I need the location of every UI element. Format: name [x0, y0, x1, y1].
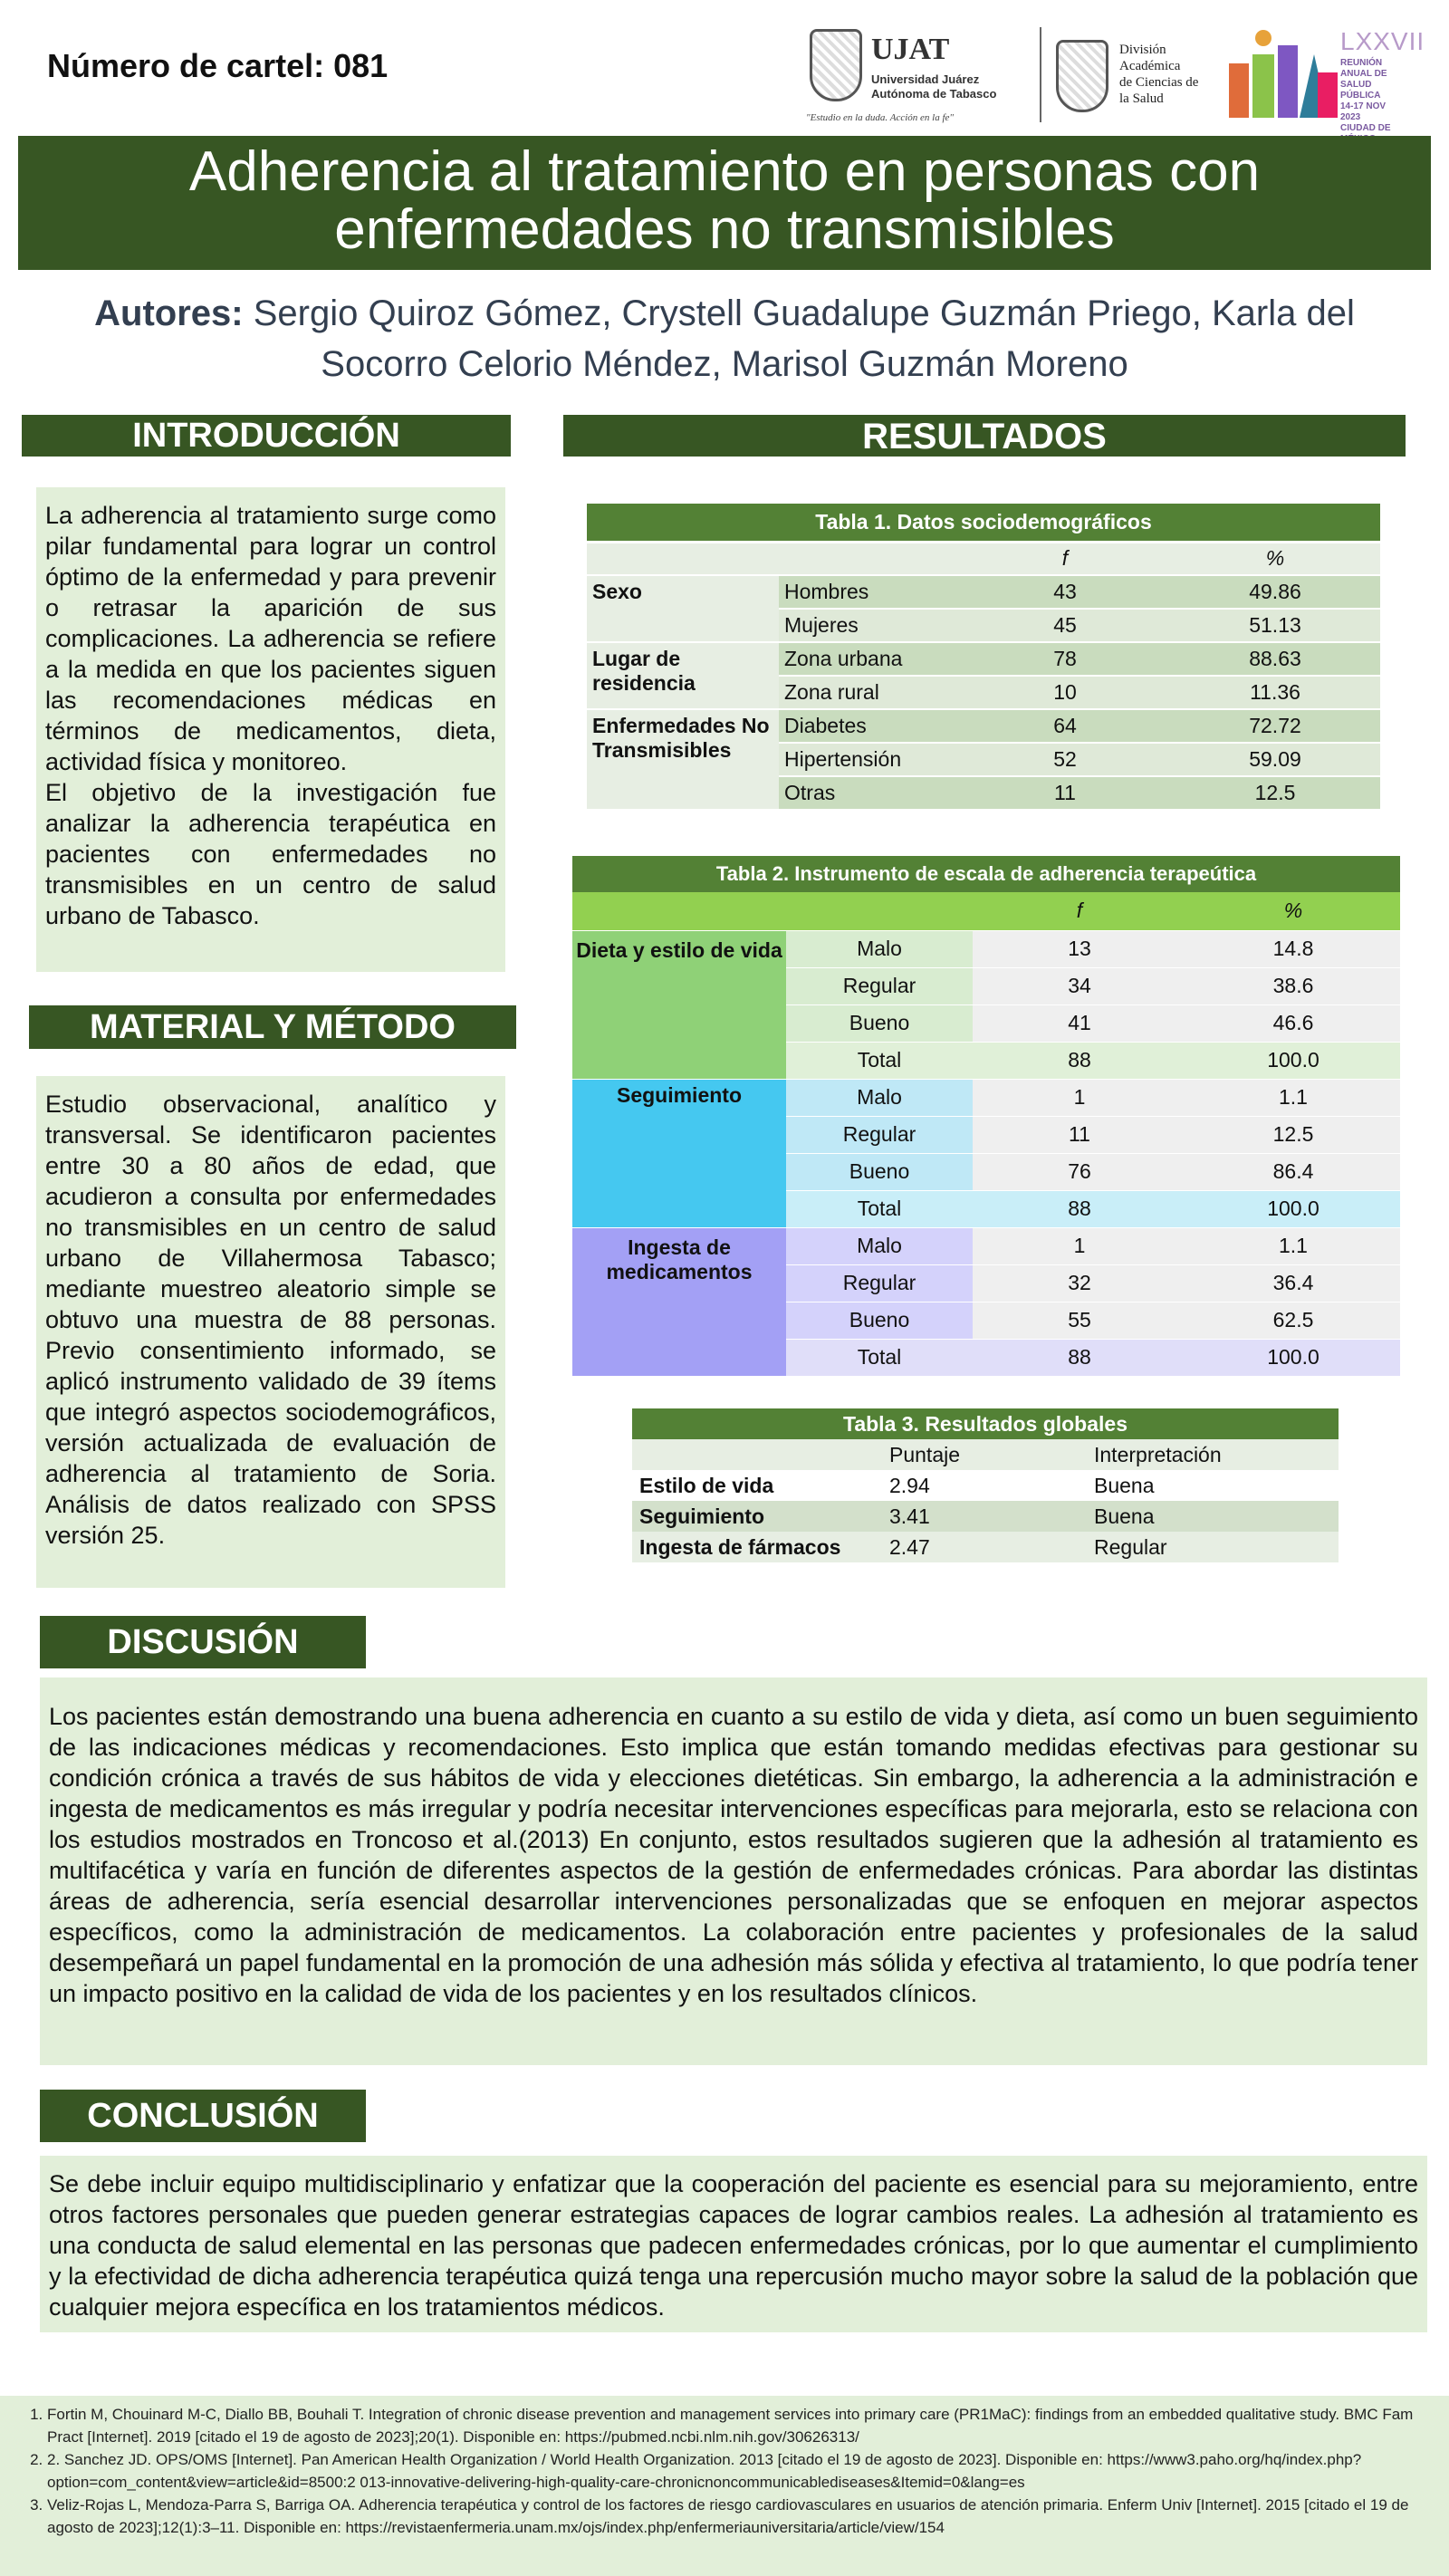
table-1-header-blank — [587, 542, 960, 575]
row-f: 34 — [973, 967, 1186, 1004]
table-3-col-interp: Interpretación — [1087, 1439, 1339, 1470]
intro-paragraph-1: La adherencia al tratamiento surge como pilar fundamental para lograr un control óptimo de la enfermedad y para prevenir o retrasar la aparición de sus complicaciones. La adherencia se refiere a la medida en que los pacientes siguen las recomendaciones médicas en términos de medicamentos, dieta, actividad física y monitoreo. — [45, 502, 496, 775]
row-pct: 46.6 — [1186, 1004, 1400, 1042]
row-score: 2.94 — [882, 1470, 1087, 1501]
ujat-logo — [806, 25, 1032, 132]
dacs-seal-icon — [1056, 40, 1108, 112]
row-f: 11 — [960, 776, 1170, 810]
row-label: Bueno — [786, 1004, 973, 1042]
group-dieta: Dieta y estilo de vida — [572, 930, 786, 1079]
dacs-text — [1119, 42, 1198, 107]
table-2-caption: Tabla 2. Instrumento de escala de adherencia terapeútica — [572, 856, 1400, 892]
table-row — [587, 575, 1380, 609]
table-row — [632, 1470, 1339, 1501]
row-pct: 72.72 — [1170, 709, 1380, 743]
row-label: Bueno — [786, 1302, 973, 1339]
row-label: Hombres — [779, 575, 960, 609]
ujat-motto: "Estudio en la duda. Acción en la fe" — [806, 112, 955, 123]
row-pct: 38.6 — [1186, 967, 1400, 1004]
row-score: 3.41 — [882, 1501, 1087, 1532]
row-pct: 86.4 — [1186, 1153, 1400, 1190]
dacs-line1: División — [1119, 43, 1166, 57]
lxxvii-title: LXXVII — [1340, 27, 1425, 55]
table-row — [587, 709, 1380, 743]
row-pct: 12.5 — [1170, 776, 1380, 810]
row-pct: 1.1 — [1186, 1227, 1400, 1264]
table-row — [632, 1532, 1339, 1562]
table-row — [632, 1501, 1339, 1532]
lxxvii-subtitle — [1340, 58, 1408, 145]
table-1-col-pct: % — [1170, 542, 1380, 575]
row-f: 88 — [973, 1042, 1186, 1079]
ujat-seal-icon — [810, 29, 862, 101]
authors — [36, 288, 1413, 389]
row-label: Total — [786, 1042, 973, 1079]
row-label: Regular — [786, 967, 973, 1004]
row-f: 64 — [960, 709, 1170, 743]
table-row — [587, 642, 1380, 676]
row-f: 52 — [960, 743, 1170, 776]
row-label: Otras — [779, 776, 960, 810]
ujat-subtitle — [871, 72, 996, 101]
row-label: Mujeres — [779, 609, 960, 642]
row-f: 10 — [960, 676, 1170, 709]
table-row — [572, 930, 1400, 967]
table-1 — [587, 504, 1380, 811]
table-2 — [572, 856, 1400, 1377]
row-f: 88 — [973, 1190, 1186, 1227]
table-row — [572, 1227, 1400, 1264]
table-2-col-f: f — [973, 892, 1186, 930]
table-row — [572, 1079, 1400, 1116]
conclusion-text: Se debe incluir equipo multidisciplinario y enfatizar que la cooperación del paciente es esencial para su mejoramiento, entre otros factores personales que pueden generar estrategias capaces de lograr cambios reales. La adhesión al tratamiento es una conducta de salud elemental en las personas que padecen enfermedades crónicas, por lo que aumentar el cumplimiento y la efectividad de dicha adherencia terapéutica quizá tenga una repercusión mucho mayor sobre la salud de la población que cualquier mejora específica en los tratamientos médicos. — [40, 2156, 1427, 2332]
reference-item: 1. Fortin M, Chouinard M-C, Diallo BB, Bouhali T. Integration of chronic disease prevention and management services into primary care (PR1MaC): findings from an embedded qualitative study. BMC Fam Pract [Internet]. 2019 [citado el 19 de agosto de 2023];20(1). Disponible en: https://pubmed.ncbi.nlm.nih.gov/30626313/ — [47, 2403, 1440, 2448]
row-interp: Buena — [1087, 1501, 1339, 1532]
lx-line2: SALUD PÚBLICA — [1340, 80, 1381, 101]
dacs-line3: de Ciencias de — [1119, 75, 1199, 90]
lx-line4: CIUDAD DE — [1340, 123, 1391, 133]
row-pct: 51.13 — [1170, 609, 1380, 642]
row-label: Malo — [786, 1079, 973, 1116]
logo-divider — [1040, 27, 1041, 122]
row-label: Regular — [786, 1116, 973, 1153]
dacs-logo — [1056, 36, 1219, 127]
row-pct: 1.1 — [1186, 1079, 1400, 1116]
row-pct: 62.5 — [1186, 1302, 1400, 1339]
row-label: Malo — [786, 1227, 973, 1264]
row-pct: 11.36 — [1170, 676, 1380, 709]
intro-paragraph-2: El objetivo de la investigación fue analizar la adherencia terapéutica en pacientes con enfermedades no transmisibles en un centro de salud urbano de Tabasco. — [45, 779, 496, 929]
section-method-header: MATERIAL Y MÉTODO — [29, 1005, 516, 1049]
row-label: Regular — [786, 1264, 973, 1302]
row-pct: 12.5 — [1186, 1116, 1400, 1153]
row-pct: 14.8 — [1186, 930, 1400, 967]
lxxvii-logo — [1227, 27, 1425, 133]
section-intro-header: INTRODUCCIÓN — [22, 415, 511, 457]
row-label: Zona urbana — [779, 642, 960, 676]
lxxvii-graphic-icon — [1227, 27, 1340, 118]
row-f: 76 — [973, 1153, 1186, 1190]
row-label: Seguimiento — [632, 1501, 882, 1532]
row-label: Ingesta de fármacos — [632, 1532, 882, 1562]
row-label: Total — [786, 1190, 973, 1227]
group-sexo: Sexo — [587, 575, 779, 642]
row-f: 11 — [973, 1116, 1186, 1153]
row-f: 78 — [960, 642, 1170, 676]
row-pct: 100.0 — [1186, 1042, 1400, 1079]
row-pct: 100.0 — [1186, 1190, 1400, 1227]
row-label: Malo — [786, 930, 973, 967]
row-f: 1 — [973, 1079, 1186, 1116]
row-interp: Buena — [1087, 1470, 1339, 1501]
group-ingesta: Ingesta de medicamentos — [572, 1227, 786, 1376]
authors-label: Autores: — [94, 293, 244, 333]
poster-title — [18, 136, 1431, 270]
row-f: 32 — [973, 1264, 1186, 1302]
row-f: 41 — [973, 1004, 1186, 1042]
table-3-col-score: Puntaje — [882, 1439, 1087, 1470]
table-1-col-f: f — [960, 542, 1170, 575]
method-paragraph: Estudio observacional, analítico y transversal. Se identificaron pacientes entre 30 a 80 años de edad, que acudieron a consulta por enfermedades no transmisibles en un centro de salud urbano de Villahermosa Tabasco; mediante muestreo aleatorio simple se obtuvo una muestra de 88 personas. Previo consentimiento informado, se aplicó instrumento validado de 39 ítems que integró aspectos sociodemográficos, versión actualizada de evaluación de adherencia al tratamiento de Soria. Análisis de datos realizado con SPSS versión 25. — [45, 1091, 496, 1549]
table-3-header-blank — [632, 1439, 882, 1470]
title-line1: Adherencia al tratamiento en personas con — [188, 140, 1261, 203]
discussion-text: Los pacientes están demostrando una buena adherencia en cuanto a su estilo de vida y dieta, así como un buen seguimiento de las indicaciones médicas y recomendaciones. Esto implica que están tomando medidas efectivas para gestionar su condición crónica a través de sus hábitos de vida y elecciones dietéticas. Sin embargo, la adherencia a la administración e ingesta de medicamentos es más irregular y podría necesitar intervenciones específicas para mejorarla, esto se relaciona con los estudios mostrados en Troncoso et al.(2013) En conjunto, estos resultados sugieren que la adhesión al tratamiento es multifacética y varía en función de diferentes aspectos de la gestión de enfermedades crónicas. Para abordar las distintas áreas de adherencia, sería esencial desarrollar intervenciones personalizadas que se enfoquen en mejorar aspectos específicos, como la administración de medicamentos. La colaboración entre pacientes y profesionales de la salud desempeñará un papel fundamental en la promoción de una adhesión más sólida y efectiva al tratamiento, lo que podría tener un impacto positivo en la calidad de vida de los pacientes y en los resultados clínicos. — [40, 1677, 1427, 2065]
row-label: Total — [786, 1339, 973, 1376]
section-conclusion-header: CONCLUSIÓN — [40, 2090, 366, 2142]
row-pct: 49.86 — [1170, 575, 1380, 609]
method-text — [36, 1076, 505, 1588]
table-3-caption: Tabla 3. Resultados globales — [632, 1408, 1339, 1439]
table-1-caption: Tabla 1. Datos sociodemográficos — [587, 504, 1380, 542]
references — [0, 2396, 1449, 2576]
row-label: Zona rural — [779, 676, 960, 709]
table-2-col-pct: % — [1186, 892, 1400, 930]
authors-line2: Socorro Celorio Méndez, Marisol Guzmán Moreno — [321, 344, 1128, 384]
row-label: Bueno — [786, 1153, 973, 1190]
lx-line1: REUNIÓN ANUAL DE — [1340, 58, 1387, 79]
reference-item: 2. 2. Sanchez JD. OPS/OMS [Internet]. Pan American Health Organization / World Health Organization. 2013 [citado el 19 de agosto de 2023]. Disponible en: https://www3.paho.org/hq/index.php?option=com_content&view=article&id=8500:2 013-innovative-delivering-high-quality-care-chronicnoncommunicablediseases&Itemid=0&lang=es — [47, 2448, 1440, 2494]
dacs-line2: Académica — [1119, 59, 1181, 73]
group-ent: Enfermedades No Transmisibles — [587, 709, 779, 810]
group-lugar: Lugar de residencia — [587, 642, 779, 709]
row-label: Hipertensión — [779, 743, 960, 776]
intro-text — [36, 487, 505, 972]
ujat-sub-line1: Universidad Juárez — [871, 72, 980, 86]
section-discussion-header: DISCUSIÓN — [40, 1616, 366, 1668]
row-label: Estilo de vida — [632, 1470, 882, 1501]
row-f: 43 — [960, 575, 1170, 609]
table-2-header-blank — [572, 892, 973, 930]
row-f: 13 — [973, 930, 1186, 967]
row-f: 45 — [960, 609, 1170, 642]
row-f: 1 — [973, 1227, 1186, 1264]
row-pct: 100.0 — [1186, 1339, 1400, 1376]
row-pct: 88.63 — [1170, 642, 1380, 676]
dacs-line4: la Salud — [1119, 91, 1164, 106]
row-f: 55 — [973, 1302, 1186, 1339]
title-line2: enfermedades no transmisibles — [334, 198, 1115, 261]
row-interp: Regular — [1087, 1532, 1339, 1562]
row-pct: 59.09 — [1170, 743, 1380, 776]
ujat-sub-line2: Autónoma de Tabasco — [871, 87, 997, 101]
ujat-name: UJAT — [871, 33, 950, 66]
poster-number: Número de cartel: 081 — [47, 47, 389, 84]
reference-item: 3. Veliz-Rojas L, Mendoza-Parra S, Barriga OA. Adherencia terapéutica y control de los factores de riesgo cardiovasculares en usuarios de atención primaria. Enferm Univ [Internet]. 2015 [citado el 19 de agosto de 2023];12(1):3–11. Disponible en: https://revistaenfermeria.unam.mx/ojs/index.php/enfermeriauniversitaria/article/view/154 — [47, 2494, 1440, 2539]
lx-line3: 14-17 NOV 2023 — [1340, 101, 1387, 122]
row-score: 2.47 — [882, 1532, 1087, 1562]
group-seguimiento: Seguimiento — [572, 1079, 786, 1227]
row-f: 88 — [973, 1339, 1186, 1376]
authors-line1: Sergio Quiroz Gómez, Crystell Guadalupe Guzmán Priego, Karla del — [243, 293, 1355, 333]
table-3 — [632, 1408, 1339, 1562]
row-label: Diabetes — [779, 709, 960, 743]
row-pct: 36.4 — [1186, 1264, 1400, 1302]
section-results-header: RESULTADOS — [563, 415, 1406, 457]
